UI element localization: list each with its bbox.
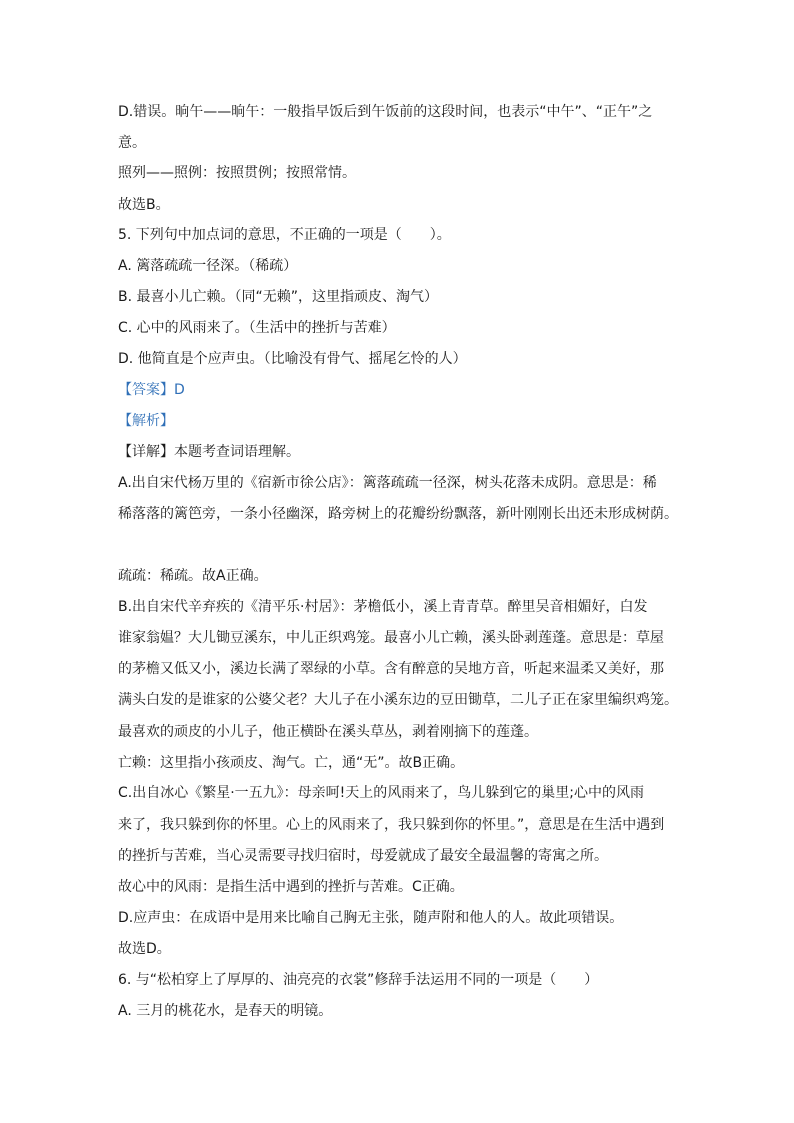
- text-line: 的茅檐又低又小，溪边长满了翠绿的小草。含有醉意的吴地方音，听起来温柔又美好，那: [118, 661, 664, 677]
- text-line: 稀落落的篱笆旁，一条小径幽深，路旁树上的花瓣纷纷飘落，新叶刚刚长出还未形成树荫。: [118, 506, 678, 522]
- text-line: 满头白发的是谁家的公婆父老？大儿子在小溪东边的豆田锄草，二儿子正在家里编织鸡笼。: [118, 692, 678, 708]
- text-line: 谁家翁媪？大儿锄豆溪东，中儿正织鸡笼。最喜小儿亡赖，溪头卧剥莲蓬。意思是：草屋: [118, 630, 664, 646]
- text-line: D.错误。晌午——晌午：一般指早饭后到午饭前的这段时间，也表示“中午”、“正午”之: [118, 104, 653, 120]
- answer-label: 【答案】D: [118, 382, 185, 398]
- question-6-stem: 6. 与“松柏穿上了厚厚的、油亮亮的衣裳”修辞手法运用不同的一项是（ ）: [118, 972, 599, 988]
- text-line: 亡赖：这里指小孩顽皮、淘气。亡，通“无”。故B正确。: [118, 755, 465, 771]
- option-b: B. 最喜小儿亡赖。（同“无赖”，这里指顽皮、淘气）: [118, 289, 439, 305]
- detail-line: 【详解】本题考查词语理解。: [118, 444, 300, 460]
- analysis-label: 【解析】: [118, 413, 174, 429]
- text-line: 意。: [118, 135, 146, 151]
- text-line: A.出自宋代杨万里的《宿新市徐公店》：篱落疏疏一径深，树头花落未成阴。意思是：稀: [118, 475, 657, 491]
- option-c: C. 心中的风雨来了。（生活中的挫折与苦难）: [118, 320, 396, 336]
- text-line: 来了，我只躲到你的怀里。心上的风雨来了，我只躲到你的怀里。”，意思是在生活中遇到: [118, 817, 665, 833]
- text-line: 故选D。: [118, 941, 171, 957]
- option-d: D. 他简直是个应声虫。（比喻没有骨气、摇尾乞怜的人）: [118, 351, 467, 367]
- text-line: 疏疏：稀疏。故A正确。: [118, 568, 268, 584]
- text-line: 的挫折与苦难，当心灵需要寻找归宿时，母爱就成了最安全最温馨的寄寓之所。: [118, 848, 608, 864]
- option-a: A. 篱落疏疏一径深。（稀疏）: [118, 258, 298, 274]
- text-line: 照列——照例：按照贯例；按照常情。: [118, 165, 356, 181]
- text-line: 最喜欢的顽皮的小儿子，他正横卧在溪头草丛，剥着刚摘下的莲蓬。: [118, 724, 538, 740]
- text-line: C.出自冰心《繁星·一五九》：母亲呵!天上的风雨来了，鸟儿躲到它的巢里;心中的风雨: [118, 785, 645, 801]
- text-line: B.出自宋代辛弃疾的《清平乐·村居》：茅檐低小，溪上青青草。醉里吴音相媚好，白发: [118, 599, 648, 615]
- question-5-stem: 5. 下列句中加点词的意思，不正确的一项是（ ）。: [118, 227, 451, 243]
- text-line: D.应声虫：在成语中是用来比喻自己胸无主张，随声附和他人的人。故此项错误。: [118, 910, 624, 926]
- option-a: A. 三月的桃花水，是春天的明镜。: [118, 1003, 333, 1019]
- text-line: 故选B。: [118, 197, 170, 213]
- text-line: 故心中的风雨：是指生活中遇到的挫折与苦难。C正确。: [118, 879, 464, 895]
